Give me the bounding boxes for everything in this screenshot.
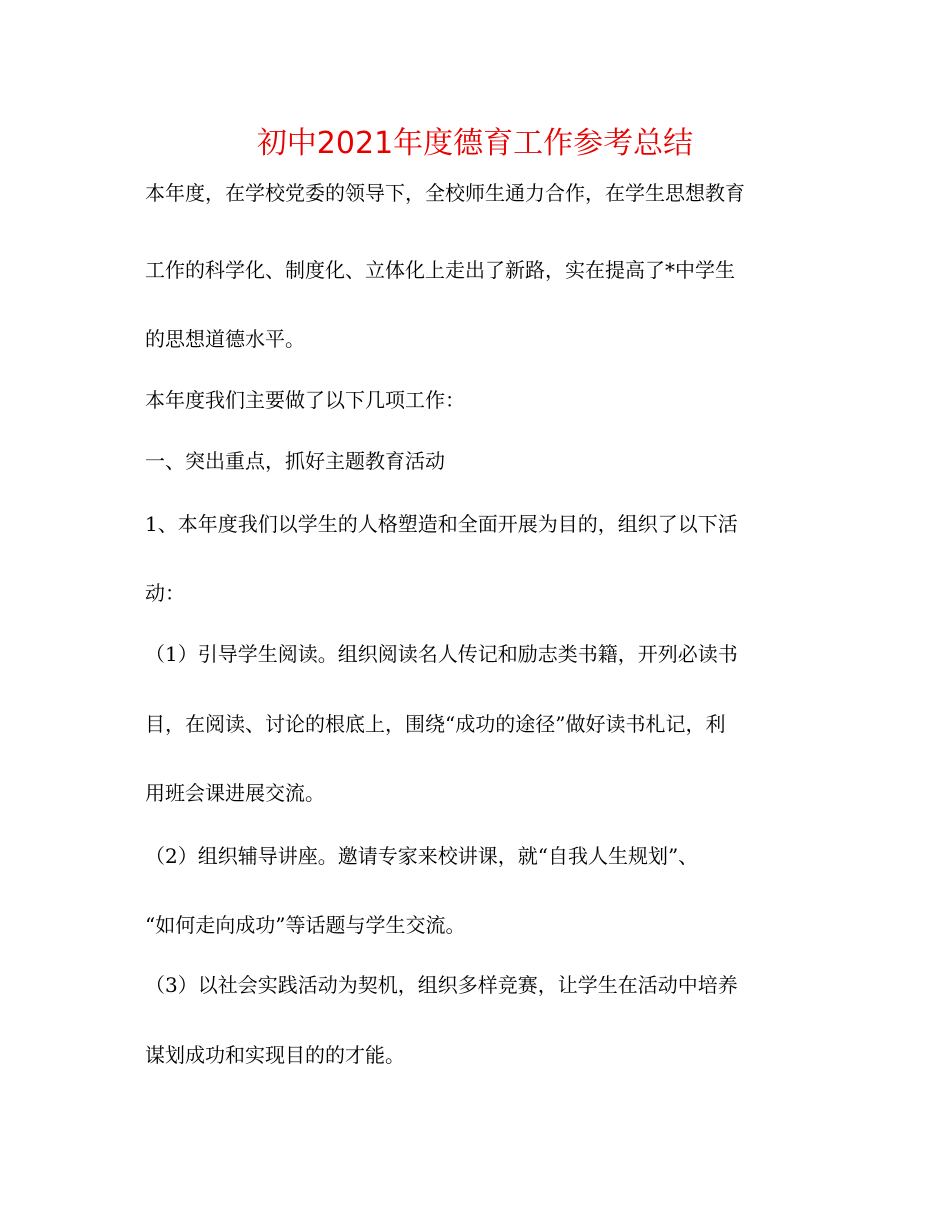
body-line-9: 目，在阅读、讨论的根底上，围绕“成功的途径”做好读书札记，利	[145, 712, 726, 736]
body-line-8: （1）引导学生阅读。组织阅读名人传记和励志类书籍，开列必读书	[145, 642, 738, 666]
body-line-14: 谋划成功和实现目的的才能。	[145, 1043, 405, 1067]
body-line-3: 的思想道德水平。	[145, 327, 305, 351]
body-line-7: 动：	[145, 581, 185, 605]
document-title: 初中2021年度德育工作参考总结	[256, 126, 694, 161]
body-line-11: （2）组织辅导讲座。邀请专家来校讲课，就“自我人生规划”、	[145, 844, 699, 868]
section-heading-1: 一、突出重点，抓好主题教育活动	[145, 449, 445, 473]
body-line-4: 本年度我们主要做了以下几项工作：	[145, 388, 465, 412]
body-line-13: （3）以社会实践活动为契机，组织多样竞赛，让学生在活动中培养	[145, 973, 738, 997]
body-line-6: 1、本年度我们以学生的人格塑造和全面开展为目的，组织了以下活	[145, 512, 738, 536]
body-line-2: 工作的科学化、制度化、立体化上走出了新路，实在提高了*中学生	[145, 258, 735, 282]
body-line-1: 本年度，在学校党委的领导下，全校师生通力合作，在学生思想教育	[145, 181, 745, 205]
body-line-10: 用班会课进展交流。	[145, 781, 325, 805]
body-line-12: “如何走向成功”等话题与学生交流。	[145, 913, 466, 937]
